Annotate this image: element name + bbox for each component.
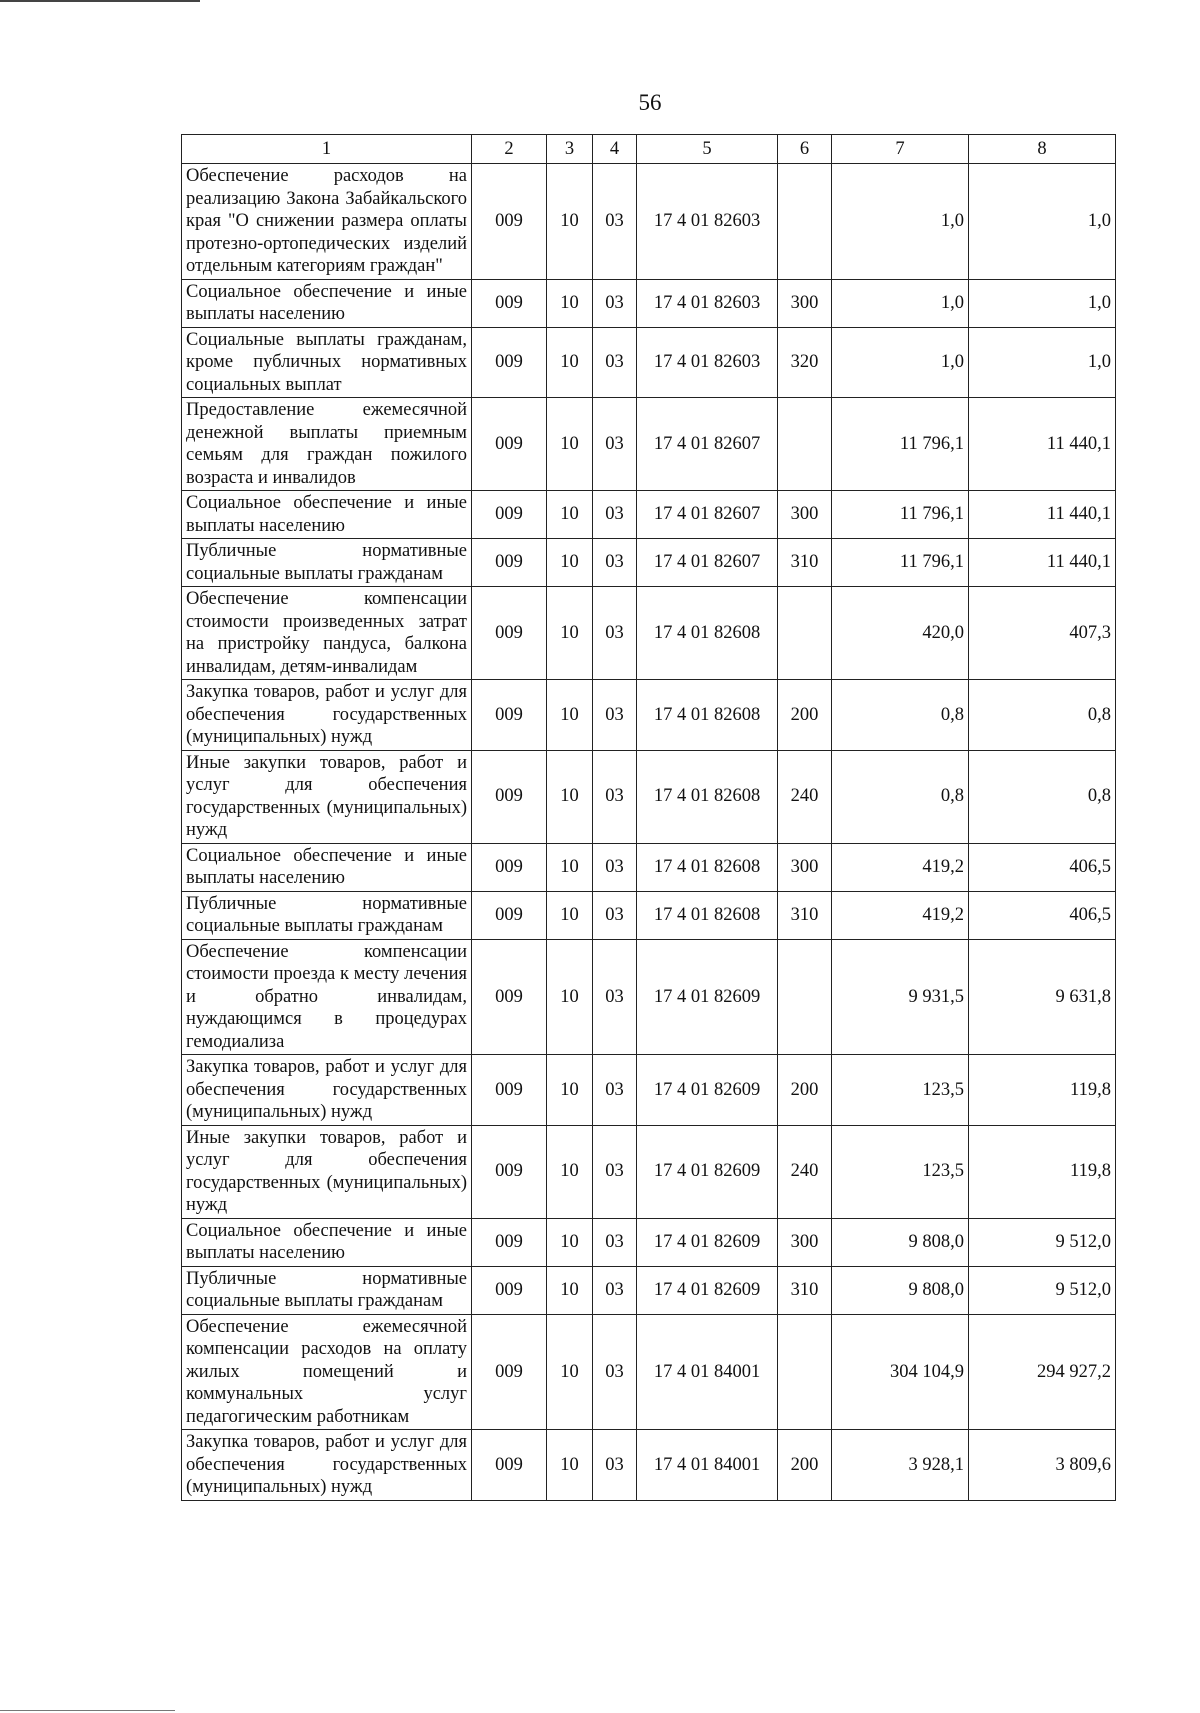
amount-cell-col7: 9 931,5 (832, 939, 969, 1055)
amount-cell-col8: 406,5 (969, 843, 1116, 891)
amount-cell-col8: 1,0 (969, 279, 1116, 327)
target-article-cell: 17 4 01 82609 (637, 1218, 778, 1266)
target-article-cell: 17 4 01 82603 (637, 164, 778, 280)
expense-type-cell (778, 587, 832, 680)
subsection-code-cell: 03 (593, 1055, 637, 1126)
column-header: 5 (637, 135, 778, 164)
table-header-row (182, 135, 1116, 164)
amount-cell-col8: 0,8 (969, 750, 1116, 843)
row-name-cell: Обеспечение компенсации стоимости проезда к месту лечения и обратно инвалидам, нуждающимся в процедурах гемодиализа (182, 939, 472, 1055)
amount-cell-col7: 0,8 (832, 680, 969, 751)
section-code-cell: 10 (547, 1430, 593, 1501)
amount-cell-col8: 406,5 (969, 891, 1116, 939)
section-code-cell: 10 (547, 680, 593, 751)
subsection-code-cell: 03 (593, 398, 637, 491)
row-name-cell: Социальное обеспечение и иные выплаты населению (182, 1218, 472, 1266)
expense-type-cell (778, 164, 832, 280)
column-header: 3 (547, 135, 593, 164)
ministry-code-cell: 009 (472, 491, 547, 539)
column-header: 2 (472, 135, 547, 164)
table-row (182, 843, 1116, 891)
target-article-cell: 17 4 01 84001 (637, 1314, 778, 1430)
ministry-code-cell: 009 (472, 1430, 547, 1501)
expense-type-cell (778, 398, 832, 491)
expense-type-cell: 300 (778, 1218, 832, 1266)
table-body (182, 164, 1116, 1501)
amount-cell-col8: 11 440,1 (969, 491, 1116, 539)
table-row (182, 491, 1116, 539)
table-row (182, 680, 1116, 751)
table-row (182, 891, 1116, 939)
table-row (182, 939, 1116, 1055)
table-row (182, 750, 1116, 843)
row-name-cell: Публичные нормативные социальные выплаты гражданам (182, 539, 472, 587)
subsection-code-cell: 03 (593, 843, 637, 891)
ministry-code-cell: 009 (472, 680, 547, 751)
amount-cell-col8: 3 809,6 (969, 1430, 1116, 1501)
row-name-cell: Предоставление ежемесячной денежной выплаты приемным семьям для граждан пожилого возраста и инвалидов (182, 398, 472, 491)
target-article-cell: 17 4 01 82608 (637, 891, 778, 939)
table-row (182, 1266, 1116, 1314)
expense-type-cell: 310 (778, 1266, 832, 1314)
row-name-cell: Социальное обеспечение и иные выплаты населению (182, 843, 472, 891)
subsection-code-cell: 03 (593, 750, 637, 843)
amount-cell-col8: 407,3 (969, 587, 1116, 680)
section-code-cell: 10 (547, 1218, 593, 1266)
target-article-cell: 17 4 01 84001 (637, 1430, 778, 1501)
column-header: 1 (182, 135, 472, 164)
table-row (182, 279, 1116, 327)
ministry-code-cell: 009 (472, 164, 547, 280)
ministry-code-cell: 009 (472, 1218, 547, 1266)
ministry-code-cell: 009 (472, 891, 547, 939)
table-row (182, 539, 1116, 587)
target-article-cell: 17 4 01 82603 (637, 327, 778, 398)
table-row (182, 327, 1116, 398)
table-row (182, 164, 1116, 280)
row-name-cell: Закупка товаров, работ и услуг для обеспечения государственных (муниципальных) нужд (182, 680, 472, 751)
amount-cell-col7: 1,0 (832, 279, 969, 327)
section-code-cell: 10 (547, 539, 593, 587)
subsection-code-cell: 03 (593, 279, 637, 327)
amount-cell-col7: 420,0 (832, 587, 969, 680)
subsection-code-cell: 03 (593, 327, 637, 398)
target-article-cell: 17 4 01 82607 (637, 491, 778, 539)
table-row (182, 1125, 1116, 1218)
amount-cell-col8: 9 512,0 (969, 1266, 1116, 1314)
target-article-cell: 17 4 01 82607 (637, 398, 778, 491)
amount-cell-col8: 119,8 (969, 1125, 1116, 1218)
section-code-cell: 10 (547, 279, 593, 327)
subsection-code-cell: 03 (593, 1266, 637, 1314)
amount-cell-col8: 1,0 (969, 327, 1116, 398)
section-code-cell: 10 (547, 164, 593, 280)
target-article-cell: 17 4 01 82608 (637, 587, 778, 680)
scan-edge-line-top (0, 0, 200, 2)
expense-type-cell (778, 1314, 832, 1430)
subsection-code-cell: 03 (593, 539, 637, 587)
subsection-code-cell: 03 (593, 164, 637, 280)
row-name-cell: Социальные выплаты гражданам, кроме публичных нормативных социальных выплат (182, 327, 472, 398)
amount-cell-col7: 11 796,1 (832, 491, 969, 539)
table-row (182, 398, 1116, 491)
amount-cell-col8: 1,0 (969, 164, 1116, 280)
section-code-cell: 10 (547, 398, 593, 491)
ministry-code-cell: 009 (472, 1266, 547, 1314)
scan-edge-line-bottom (0, 1710, 175, 1711)
section-code-cell: 10 (547, 1266, 593, 1314)
expense-type-cell (778, 939, 832, 1055)
target-article-cell: 17 4 01 82608 (637, 750, 778, 843)
section-code-cell: 10 (547, 491, 593, 539)
subsection-code-cell: 03 (593, 1218, 637, 1266)
row-name-cell: Социальное обеспечение и иные выплаты населению (182, 491, 472, 539)
amount-cell-col7: 11 796,1 (832, 539, 969, 587)
budget-table (181, 134, 1116, 1501)
amount-cell-col7: 304 104,9 (832, 1314, 969, 1430)
row-name-cell: Обеспечение ежемесячной компенсации расходов на оплату жилых помещений и коммунальных услуг педагогическим работникам (182, 1314, 472, 1430)
amount-cell-col8: 9 631,8 (969, 939, 1116, 1055)
expense-type-cell: 320 (778, 327, 832, 398)
section-code-cell: 10 (547, 327, 593, 398)
ministry-code-cell: 009 (472, 843, 547, 891)
ministry-code-cell: 009 (472, 1314, 547, 1430)
amount-cell-col7: 3 928,1 (832, 1430, 969, 1501)
target-article-cell: 17 4 01 82609 (637, 939, 778, 1055)
target-article-cell: 17 4 01 82609 (637, 1266, 778, 1314)
expense-type-cell: 200 (778, 1430, 832, 1501)
target-article-cell: 17 4 01 82603 (637, 279, 778, 327)
amount-cell-col7: 123,5 (832, 1055, 969, 1126)
ministry-code-cell: 009 (472, 939, 547, 1055)
ministry-code-cell: 009 (472, 1125, 547, 1218)
column-header: 4 (593, 135, 637, 164)
expense-type-cell: 300 (778, 843, 832, 891)
table-row (182, 1314, 1116, 1430)
column-header: 6 (778, 135, 832, 164)
table-row (182, 1430, 1116, 1501)
row-name-cell: Публичные нормативные социальные выплаты гражданам (182, 891, 472, 939)
ministry-code-cell: 009 (472, 327, 547, 398)
amount-cell-col8: 11 440,1 (969, 398, 1116, 491)
subsection-code-cell: 03 (593, 1125, 637, 1218)
row-name-cell: Социальное обеспечение и иные выплаты населению (182, 279, 472, 327)
expense-type-cell: 200 (778, 1055, 832, 1126)
subsection-code-cell: 03 (593, 1314, 637, 1430)
amount-cell-col7: 419,2 (832, 891, 969, 939)
ministry-code-cell: 009 (472, 398, 547, 491)
amount-cell-col8: 9 512,0 (969, 1218, 1116, 1266)
amount-cell-col8: 294 927,2 (969, 1314, 1116, 1430)
amount-cell-col7: 1,0 (832, 164, 969, 280)
row-name-cell: Публичные нормативные социальные выплаты гражданам (182, 1266, 472, 1314)
page-number: 56 (638, 90, 662, 115)
target-article-cell: 17 4 01 82608 (637, 680, 778, 751)
ministry-code-cell: 009 (472, 750, 547, 843)
amount-cell-col8: 11 440,1 (969, 539, 1116, 587)
amount-cell-col8: 0,8 (969, 680, 1116, 751)
target-article-cell: 17 4 01 82609 (637, 1125, 778, 1218)
amount-cell-col7: 11 796,1 (832, 398, 969, 491)
section-code-cell: 10 (547, 843, 593, 891)
column-header: 7 (832, 135, 969, 164)
target-article-cell: 17 4 01 82607 (637, 539, 778, 587)
amount-cell-col7: 9 808,0 (832, 1266, 969, 1314)
table-row (182, 1055, 1116, 1126)
target-article-cell: 17 4 01 82608 (637, 843, 778, 891)
ministry-code-cell: 009 (472, 279, 547, 327)
expense-type-cell: 300 (778, 491, 832, 539)
amount-cell-col8: 119,8 (969, 1055, 1116, 1126)
subsection-code-cell: 03 (593, 587, 637, 680)
row-name-cell: Закупка товаров, работ и услуг для обеспечения государственных (муниципальных) нужд (182, 1430, 472, 1501)
expense-type-cell: 240 (778, 750, 832, 843)
section-code-cell: 10 (547, 891, 593, 939)
amount-cell-col7: 1,0 (832, 327, 969, 398)
ministry-code-cell: 009 (472, 587, 547, 680)
section-code-cell: 10 (547, 1125, 593, 1218)
amount-cell-col7: 9 808,0 (832, 1218, 969, 1266)
amount-cell-col7: 0,8 (832, 750, 969, 843)
target-article-cell: 17 4 01 82609 (637, 1055, 778, 1126)
column-header: 8 (969, 135, 1116, 164)
section-code-cell: 10 (547, 1314, 593, 1430)
row-name-cell: Обеспечение компенсации стоимости произведенных затрат на пристройку пандуса, балкона инвалидам, детям-инвалидам (182, 587, 472, 680)
section-code-cell: 10 (547, 750, 593, 843)
subsection-code-cell: 03 (593, 939, 637, 1055)
subsection-code-cell: 03 (593, 1430, 637, 1501)
ministry-code-cell: 009 (472, 1055, 547, 1126)
row-name-cell: Обеспечение расходов на реализацию Закона Забайкальского края "О снижении размера оплаты протезно-ортопедических изделий отдельным категориям граждан" (182, 164, 472, 280)
row-name-cell: Иные закупки товаров, работ и услуг для обеспечения государственных (муниципальных) нужд (182, 750, 472, 843)
table-row (182, 1218, 1116, 1266)
row-name-cell: Закупка товаров, работ и услуг для обеспечения государственных (муниципальных) нужд (182, 1055, 472, 1126)
expense-type-cell: 310 (778, 539, 832, 587)
expense-type-cell: 200 (778, 680, 832, 751)
expense-type-cell: 300 (778, 279, 832, 327)
subsection-code-cell: 03 (593, 680, 637, 751)
table-row (182, 587, 1116, 680)
subsection-code-cell: 03 (593, 491, 637, 539)
expense-type-cell: 310 (778, 891, 832, 939)
amount-cell-col7: 123,5 (832, 1125, 969, 1218)
section-code-cell: 10 (547, 1055, 593, 1126)
section-code-cell: 10 (547, 587, 593, 680)
row-name-cell: Иные закупки товаров, работ и услуг для обеспечения государственных (муниципальных) нужд (182, 1125, 472, 1218)
subsection-code-cell: 03 (593, 891, 637, 939)
section-code-cell: 10 (547, 939, 593, 1055)
ministry-code-cell: 009 (472, 539, 547, 587)
amount-cell-col7: 419,2 (832, 843, 969, 891)
expense-type-cell: 240 (778, 1125, 832, 1218)
